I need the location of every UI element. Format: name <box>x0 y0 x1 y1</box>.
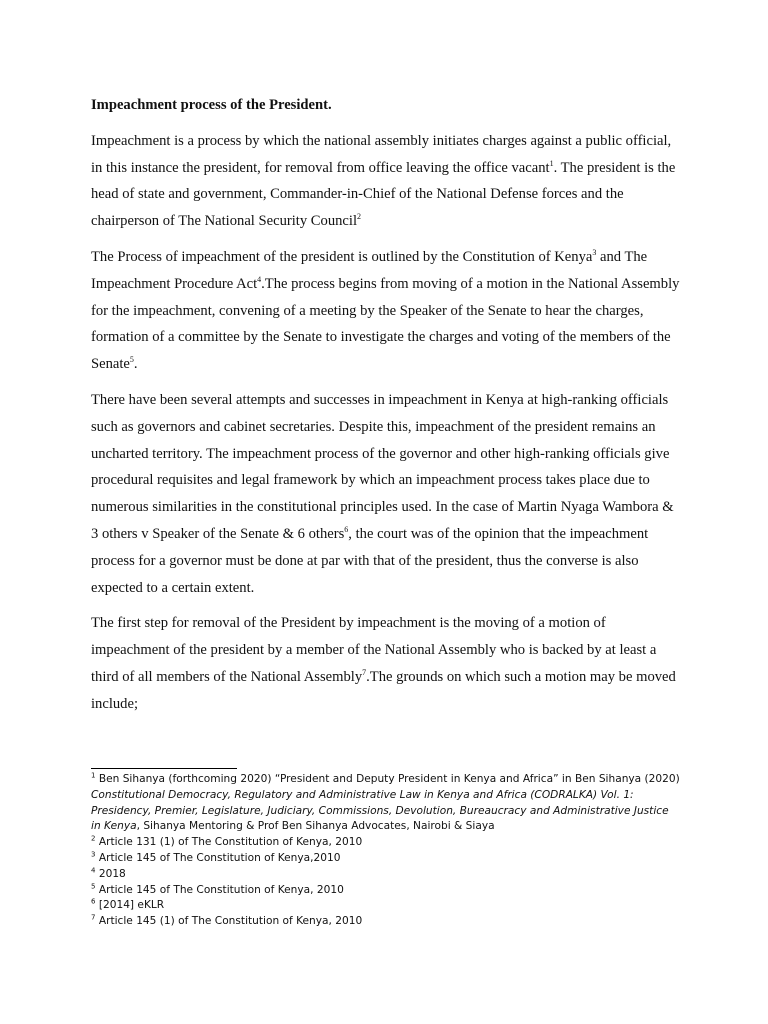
text-run: [2014] eKLR <box>95 899 165 912</box>
text-run: Impeachment is a process by which the national assembly initiates charges against a public official, in this instance the president, for removal from office leaving the office vacant <box>91 132 672 176</box>
paragraph-list <box>91 128 681 718</box>
footnote-number: 7 <box>91 913 96 922</box>
footnote-number: 4 <box>91 866 96 875</box>
text-run: Article 131 (1) of The Constitution of Kenya, 2010 <box>95 836 363 849</box>
text-run: , Sihanya Mentoring & Prof Ben Sihanya Advocates, Nairobi & Siaya <box>136 820 495 833</box>
footnote-ref: 7 <box>362 668 367 678</box>
footnote-list <box>91 772 681 930</box>
footnote <box>91 914 681 930</box>
footnote-number: 1 <box>91 771 96 780</box>
text-run: , the court was of the opinion that the impeachment process for a governor must be done at par with that of the president, thus the converse is also expected to a certain extent. <box>91 525 649 596</box>
footnote-number: 2 <box>91 834 96 843</box>
footnote-ref: 1 <box>549 158 554 168</box>
text-run: There have been several attempts and successes in impeachment in Kenya at high-ranking officials such as governors and cabinet secretaries. Despite this, impeachment of the president remains an uncharted territory. The impeachment process of the governor and other high-ranking officials give procedural requisites and legal framework by which an impeachment process takes place due to numerous similarities in the constitutional principles used. In the case of Martin Nyaga Wambora & 3 others v Speaker of the Senate & 6 others <box>91 391 674 542</box>
text-run: .The process begins from moving of a motion in the National Assembly for the impeachment, convening of a meeting by the Speaker of the Senate to hear the charges, formation of a committee by the Senate to investigate the charges and voting of the members of the Senate <box>91 275 680 373</box>
footnote-ref: 2 <box>357 212 361 222</box>
text-run: . <box>133 356 138 373</box>
footnote-separator <box>91 768 237 769</box>
footnote <box>91 883 681 899</box>
body-paragraph <box>91 244 681 378</box>
text-run: The first step for removal of the President by impeachment is the moving of a motion of impeachment of the president by a member of the National Assembly who is backed by at least a third of all members of the National Assembly <box>91 615 657 685</box>
text-run: Article 145 (1) of The Constitution of Kenya, 2010 <box>95 915 363 928</box>
body-paragraph <box>91 387 681 601</box>
text-run: . The president is the head of state and government, Commander-in-Chief of the National Defense forces and the chairperson of The National Security Council <box>91 159 676 230</box>
text-run: Article 145 of The Constitution of Kenya,2010 <box>95 851 341 864</box>
footnote <box>91 898 681 914</box>
text-run: Ben Sihanya (forthcoming 2020) “President and Deputy President in Kenya and Africa” in Ben Sihanya (2020) <box>95 773 680 785</box>
footnote <box>91 835 681 851</box>
text-run: Article 145 of The Constitution of Kenya, 2010 <box>95 883 344 896</box>
footnote-ref: 5 <box>129 355 134 365</box>
footnote <box>91 867 681 883</box>
body-paragraph <box>91 610 681 717</box>
footnote <box>91 851 681 867</box>
text-run: .The grounds on which such a motion may be moved include; <box>91 668 676 712</box>
footnote-number: 5 <box>91 882 96 891</box>
footnote <box>91 772 681 835</box>
italic-text: Constitutional Democracy, Regulatory and Administrative Law in Kenya and Africa (CODRALKA) Vol. 1: Presidency, Premier, Legislature, Judiciary, Commissions, Devolution, Bureaucracy and Administrative Justice in Kenya <box>91 788 669 833</box>
footnote-ref: 3 <box>592 248 597 258</box>
text-run: The Process of impeachment of the president is outlined by the Constitution of Kenya <box>91 248 593 265</box>
footnote-ref: 6 <box>344 525 349 535</box>
text-run: 2018 <box>95 867 126 880</box>
document-heading: Impeachment process of the President. <box>91 97 332 113</box>
text-run: and The Impeachment Procedure Act <box>91 248 648 292</box>
footnote-number: 6 <box>91 897 96 906</box>
body-paragraph <box>91 128 681 235</box>
document-body <box>91 92 681 727</box>
footnote-ref: 4 <box>257 274 262 284</box>
footnote-number: 3 <box>91 850 96 859</box>
